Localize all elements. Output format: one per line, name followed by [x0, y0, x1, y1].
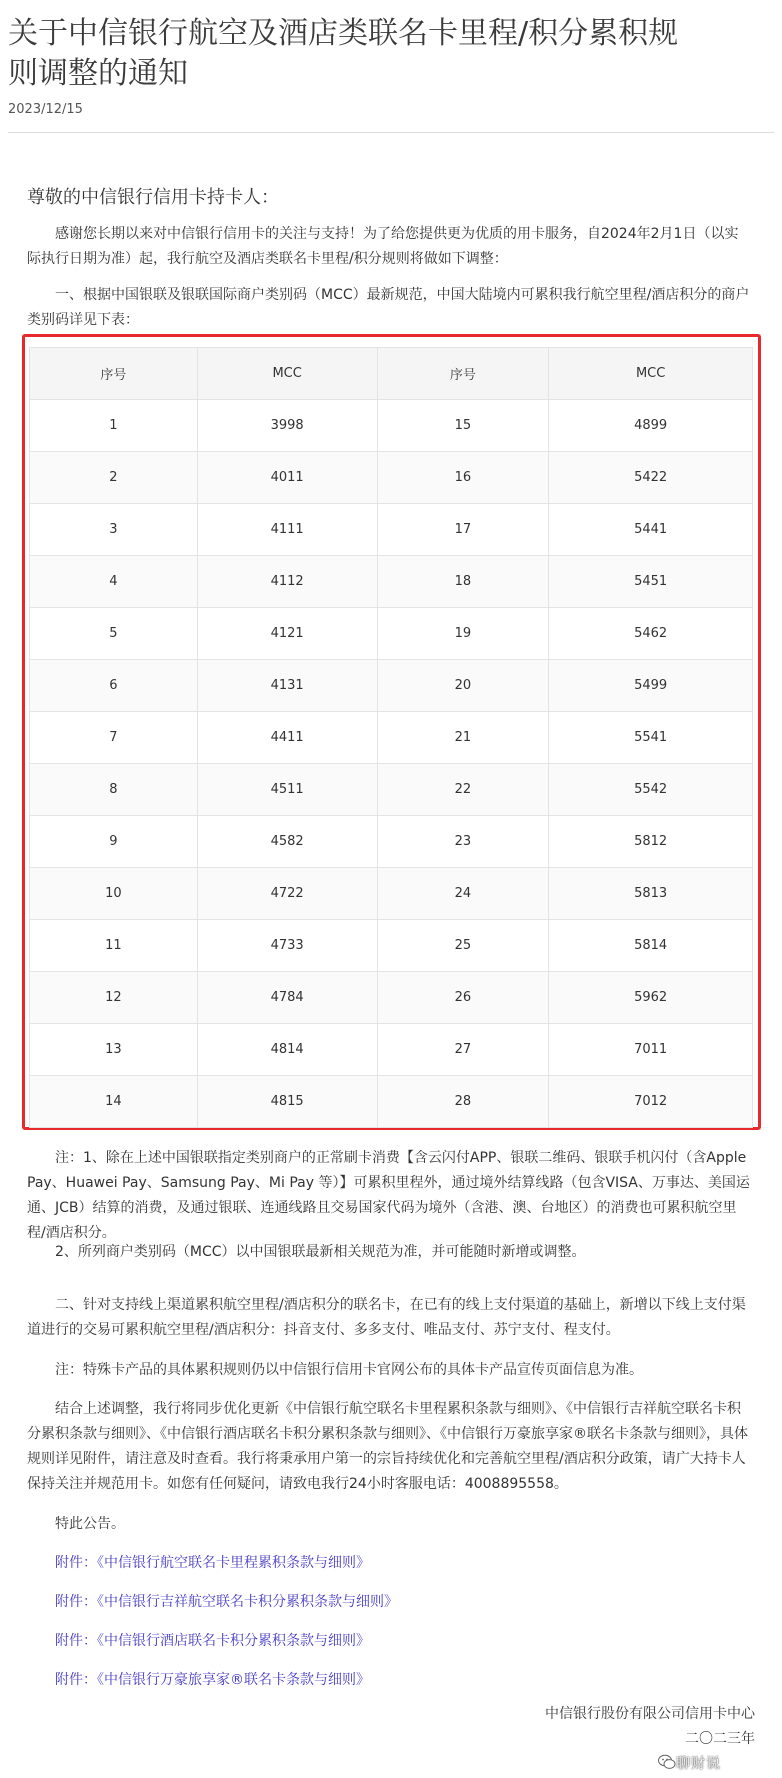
seq-cell: 23 [377, 816, 549, 868]
seq-cell: 24 [377, 868, 549, 920]
signature-date: 二〇二三年 [685, 1731, 755, 1747]
salutation: 尊敬的中信银行信用卡持卡人： [27, 187, 279, 208]
table-row [30, 764, 753, 816]
mcc-cell: 5814 [549, 920, 753, 972]
seq-cell: 8 [30, 764, 198, 816]
mcc-cell: 4814 [197, 1024, 377, 1076]
summary-paragraph: 结合上述调整，我行将同步优化更新《中信银行航空联名卡里程累积条款与细则》、《中信银行吉祥航空联名卡积分累积条款与细则》、《中信银行酒店联名卡积分累积条款与细则》、《中信银行万豪旅享家®联名卡条款与细则》，具体规则详见附件，请注意及时查看。我行将秉承用户第一的宗旨持续优化和完善航空里程/酒店积分政策，请广大持卡人保持关注并规范用卡。如您有任何疑问，请致电我行24小时客服电话：4008895558。 [27, 1401, 748, 1492]
seq-cell: 15 [377, 400, 549, 452]
header-cell-mcc-2: MCC [549, 348, 753, 400]
seq-cell: 4 [30, 556, 198, 608]
mcc-cell: 4511 [197, 764, 377, 816]
seq-cell: 7 [30, 712, 198, 764]
note-3-paragraph: 注：特殊卡产品的具体累积规则仍以中信银行信用卡官网公布的具体卡产品宣传页面信息为准。 [55, 1362, 643, 1378]
header-cell-mcc-1: MCC [197, 348, 377, 400]
table-header-row [30, 348, 753, 400]
table-row [30, 504, 753, 556]
mcc-cell: 4131 [197, 660, 377, 712]
table-row [30, 972, 753, 1024]
mcc-cell: 3998 [197, 400, 377, 452]
table-row [30, 868, 753, 920]
note-2-paragraph: 2、所列商户类别码（MCC）以中国银联最新相关规范为准，并可能随时新增或调整。 [55, 1244, 586, 1260]
closing-text: 特此公告。 [55, 1516, 125, 1532]
seq-cell: 6 [30, 660, 198, 712]
mcc-cell: 5813 [549, 868, 753, 920]
publish-date: 2023/12/15 [8, 102, 83, 117]
seq-cell: 2 [30, 452, 198, 504]
seq-cell: 26 [377, 972, 549, 1024]
mcc-cell: 7012 [549, 1076, 753, 1128]
table-row [30, 452, 753, 504]
note-1-paragraph: 注：1、除在上述中国银联指定类别商户的正常刷卡消费【含云闪付APP、银联二维码、银联手机闪付（含Apple Pay、Huawei Pay、Samsung Pay、Mi Pay 等）】可累积里程外，通过境外结算线路（包含VISA、万事达、美国运通、JCB）结算的消费，及通过银联、连通线路且交易国家代码为境外（含港、澳、台地区）的消费也可累积航空里程/酒店积分。 [27, 1150, 750, 1241]
mcc-cell: 5962 [549, 972, 753, 1024]
table-body [30, 400, 753, 1128]
seq-cell: 17 [377, 504, 549, 556]
seq-cell: 11 [30, 920, 198, 972]
attachment-link-hotel[interactable]: 附件：《中信银行酒店联名卡积分累积条款与细则》 [55, 1633, 370, 1649]
mcc-table [29, 347, 753, 1128]
seq-cell: 14 [30, 1076, 198, 1128]
header-cell-seq-2: 序号 [377, 348, 549, 400]
table-row [30, 400, 753, 452]
seq-cell: 18 [377, 556, 549, 608]
title-divider [8, 132, 774, 133]
mcc-cell: 5542 [549, 764, 753, 816]
intro-paragraph: 感谢您长期以来对中信银行信用卡的关注与支持！为了给您提供更为优质的用卡服务，自2024年2月1日（以实际执行日期为准）起，我行航空及酒店类联名卡里程/积分规则将做如下调整： [27, 226, 739, 267]
seq-cell: 13 [30, 1024, 198, 1076]
mcc-cell: 4011 [197, 452, 377, 504]
mcc-cell: 4733 [197, 920, 377, 972]
watermark-text: 聊财说 [676, 1756, 721, 1772]
seq-cell: 22 [377, 764, 549, 816]
mcc-cell: 4111 [197, 504, 377, 556]
mcc-cell: 4784 [197, 972, 377, 1024]
mcc-cell: 5499 [549, 660, 753, 712]
section-2-paragraph: 二、针对支持线上渠道累积航空里程/酒店积分的联名卡，在已有的线上支付渠道的基础上，新增以下线上支付渠道进行的交易可累积航空里程/酒店积分：抖音支付、多多支付、唯品支付、苏宁支付、程支付。 [27, 1297, 746, 1338]
table-row [30, 660, 753, 712]
mcc-cell: 5451 [549, 556, 753, 608]
attachment-list [55, 1553, 655, 1709]
seq-cell: 25 [377, 920, 549, 972]
mcc-cell: 7011 [549, 1024, 753, 1076]
seq-cell: 1 [30, 400, 198, 452]
header-cell-seq-1: 序号 [30, 348, 198, 400]
table-row [30, 1024, 753, 1076]
seq-cell: 12 [30, 972, 198, 1024]
mcc-cell: 4112 [197, 556, 377, 608]
table-row [30, 816, 753, 868]
mcc-cell: 5441 [549, 504, 753, 556]
mcc-cell: 5812 [549, 816, 753, 868]
signature-block [545, 1702, 755, 1752]
mcc-cell: 4899 [549, 400, 753, 452]
mcc-cell: 4411 [197, 712, 377, 764]
mcc-cell: 4582 [197, 816, 377, 868]
seq-cell: 20 [377, 660, 549, 712]
seq-cell: 10 [30, 868, 198, 920]
mcc-cell: 5422 [549, 452, 753, 504]
seq-cell: 5 [30, 608, 198, 660]
mcc-cell: 5541 [549, 712, 753, 764]
table-row [30, 712, 753, 764]
seq-cell: 3 [30, 504, 198, 556]
table-row [30, 1076, 753, 1128]
section-1-paragraph: 一、根据中国银联及银联国际商户类别码（MCC）最新规范，中国大陆境内可累积我行航空里程/酒店积分的商户类别码详见下表： [27, 287, 750, 328]
attachment-link-marriott[interactable]: 附件：《中信银行万豪旅享家®联名卡条款与细则》 [55, 1672, 370, 1688]
mcc-cell: 4722 [197, 868, 377, 920]
seq-cell: 27 [377, 1024, 549, 1076]
wechat-icon [658, 1754, 676, 1770]
seq-cell: 16 [377, 452, 549, 504]
table-row [30, 920, 753, 972]
mcc-cell: 4121 [197, 608, 377, 660]
mcc-cell: 5462 [549, 608, 753, 660]
seq-cell: 28 [377, 1076, 549, 1128]
attachment-link-airline[interactable]: 附件：《中信银行航空联名卡里程累积条款与细则》 [55, 1555, 370, 1571]
page-title: 关于中信银行航空及酒店类联名卡里程/积分累积规则调整的通知 [8, 16, 679, 91]
attachment-link-juneyao[interactable]: 附件：《中信银行吉祥航空联名卡积分累积条款与细则》 [55, 1594, 398, 1610]
seq-cell: 9 [30, 816, 198, 868]
seq-cell: 19 [377, 608, 549, 660]
mcc-cell: 4815 [197, 1076, 377, 1128]
signature-org: 中信银行股份有限公司信用卡中心 [545, 1706, 755, 1722]
seq-cell: 21 [377, 712, 549, 764]
table-row [30, 608, 753, 660]
table-row [30, 556, 753, 608]
